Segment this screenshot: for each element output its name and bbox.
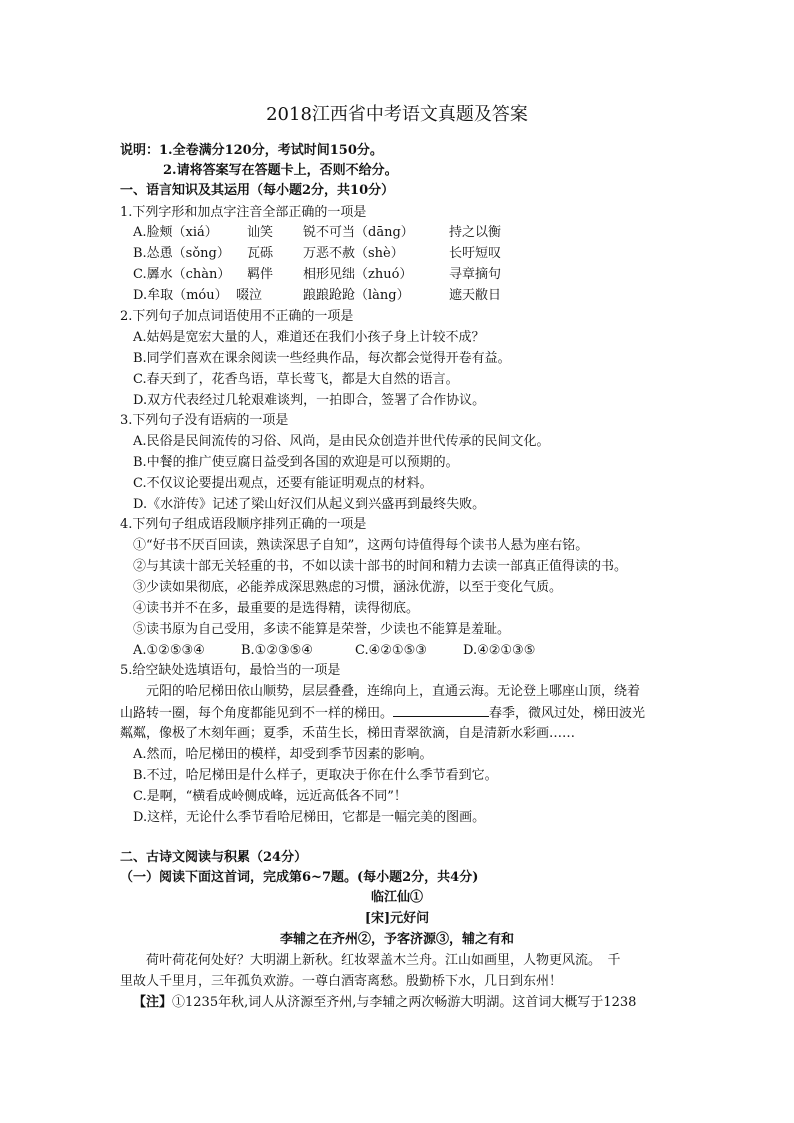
q3-option-d: D.《水浒传》记述了梁山好汉们从起义到兴盛再到最终失败。 xyxy=(133,497,486,512)
note-label: 【注】 xyxy=(133,995,173,1010)
q5-option-b: B.不过，哈尼梯田是什么样子，更取决于你在什么季节看到它。 xyxy=(133,768,498,783)
q1-option-a: A.脸颊（xiá） 讪笑 锐不可当（dāng） 持之以衡 xyxy=(133,225,502,240)
q5-passage-line-3: 粼粼，像极了木刻年画；夏季，禾苗生长，梯田青翠欲滴，自是清新水彩画…… xyxy=(120,726,576,741)
q2-option-b: B.同学们喜欢在课余阅读一些经典作品，每次都会觉得开卷有益。 xyxy=(133,351,511,366)
q5-passage-line-2: 山路转一圈，每个角度都能见到不一样的梯田。 春季，微风过处，梯田波光 xyxy=(120,706,646,721)
q4-item-4: ④读书并不在多，最重要的是选得精，读得彻底。 xyxy=(133,601,420,616)
instruction-1: 1.全卷满分120分，考试时间150分。 xyxy=(159,143,383,158)
q1-option-d: D.牟取（móu） 啜泣 踉踉跄跄（làng） 遮天敝日 xyxy=(133,288,502,303)
q2-option-c: C.春天到了，花香鸟语，草长莺飞，都是大自然的语言。 xyxy=(133,372,459,387)
q2-option-d: D.双方代表经过几轮艰难谈判，一拍即合，签署了合作协议。 xyxy=(133,393,486,408)
poem-subtitle: 李辅之在齐州②，予客济源③，辅之有和 xyxy=(279,932,514,947)
q3-option-a: A.民俗是民间流传的习俗、风尚，是由民众创造并世代传承的民间文化。 xyxy=(133,434,550,449)
q4-item-1: ①“好书不厌百回读，熟读深思子自知”，这两句诗值得每个读书人悬为座右铭。 xyxy=(133,538,589,553)
q5-stem: 5.给空缺处选填语句，最恰当的一项是 xyxy=(120,663,341,678)
instruction-2: 2.请将答案写在答题卡上，否则不给分。 xyxy=(163,163,398,178)
section-1-heading: 一、语言知识及其运用（每小题2分，共10分） xyxy=(120,183,395,198)
q5-option-a: A.然而，哈尼梯田的模样，却受到季节因素的影响。 xyxy=(133,747,433,762)
poem-line-1: 荷叶荷花何处好？大明湖上新秋。红妆翠盖木兰舟。江山如画里，人物更风流。 千 xyxy=(146,953,621,968)
q4-item-2: ②与其读十部无关轻重的书，不如以读十部书的时间和精力去读一部真正值得读的书。 xyxy=(133,559,628,574)
poem-title: 临江仙① xyxy=(370,890,423,905)
q1-stem: 1.下列字形和加点字注音全部正确的一项是 xyxy=(120,205,367,220)
q1-option-b: B.怂恿（sǒng） 瓦砾 万恶不赦（shè） 长吁短叹 xyxy=(133,246,502,261)
q5-passage-line-1: 元阳的哈尼梯田依山顺势，层层叠叠，连绵向上，直通云海。无论登上哪座山顶，绕着 xyxy=(146,684,641,699)
q4-stem: 4.下列句子组成语段顺序排列正确的一项是 xyxy=(120,517,367,532)
section-2-heading: 二、古诗文阅读与积累（24分） xyxy=(120,850,308,865)
q5-option-c: C.是啊，“横看成岭侧成峰，远近高低各不同”！ xyxy=(133,789,407,804)
section-2-subheading: （一）阅读下面这首词，完成第6~7题。(每小题2分，共4分) xyxy=(120,870,479,885)
instructions-line-1 xyxy=(120,142,383,160)
q4-item-3: ③少读如果彻底，必能养成深思熟虑的习惯，涵泳优游，以至于变化气质。 xyxy=(133,580,563,595)
instructions-label: 说明： xyxy=(120,143,160,158)
q1-option-c: C.羼水（chàn） 羁伴 相形见绌（zhuó） 寻章摘句 xyxy=(133,267,502,282)
fill-blank xyxy=(393,704,489,717)
document-title: 2018江西省中考语文真题及答案 xyxy=(266,104,528,125)
q4-item-5: ⑤读书原为自己受用，多读不能算是荣誉，少读也不能算是羞耻。 xyxy=(133,622,511,637)
q2-stem: 2.下列句子加点词语使用不正确的一项是 xyxy=(120,309,354,324)
q3-stem: 3.下列句子没有语病的一项是 xyxy=(120,413,289,428)
note-text: ①1235年秋,词人从济源至齐州,与李辅之两次畅游大明湖。这首词大概写于1238 xyxy=(172,995,637,1010)
q3-option-b: B.中餐的推广使豆腐日益受到各国的欢迎是可以预期的。 xyxy=(133,455,459,470)
q3-option-c: C.不仅议论要提出观点，还要有能证明观点的材料。 xyxy=(133,476,433,491)
poem-author: [宋]元好问 xyxy=(364,911,430,926)
poem-line-2: 里故人千里月，三年孤负欢游。一尊白酒寄离愁。殷勤桥下水，几日到东州！ xyxy=(120,974,563,989)
q2-option-a: A.姑妈是宽宏大量的人，难道还在我们小孩子身上计较不成？ xyxy=(133,330,485,345)
poem-note xyxy=(133,994,636,1012)
q4-choices: A.①②⑤③④ B.①②③⑤④ C.④②①⑤③ D.④②①③⑤ xyxy=(133,643,536,658)
q5-option-d: D.这样，无论什么季节看哈尼梯田，它都是一幅完美的图画。 xyxy=(133,810,486,825)
